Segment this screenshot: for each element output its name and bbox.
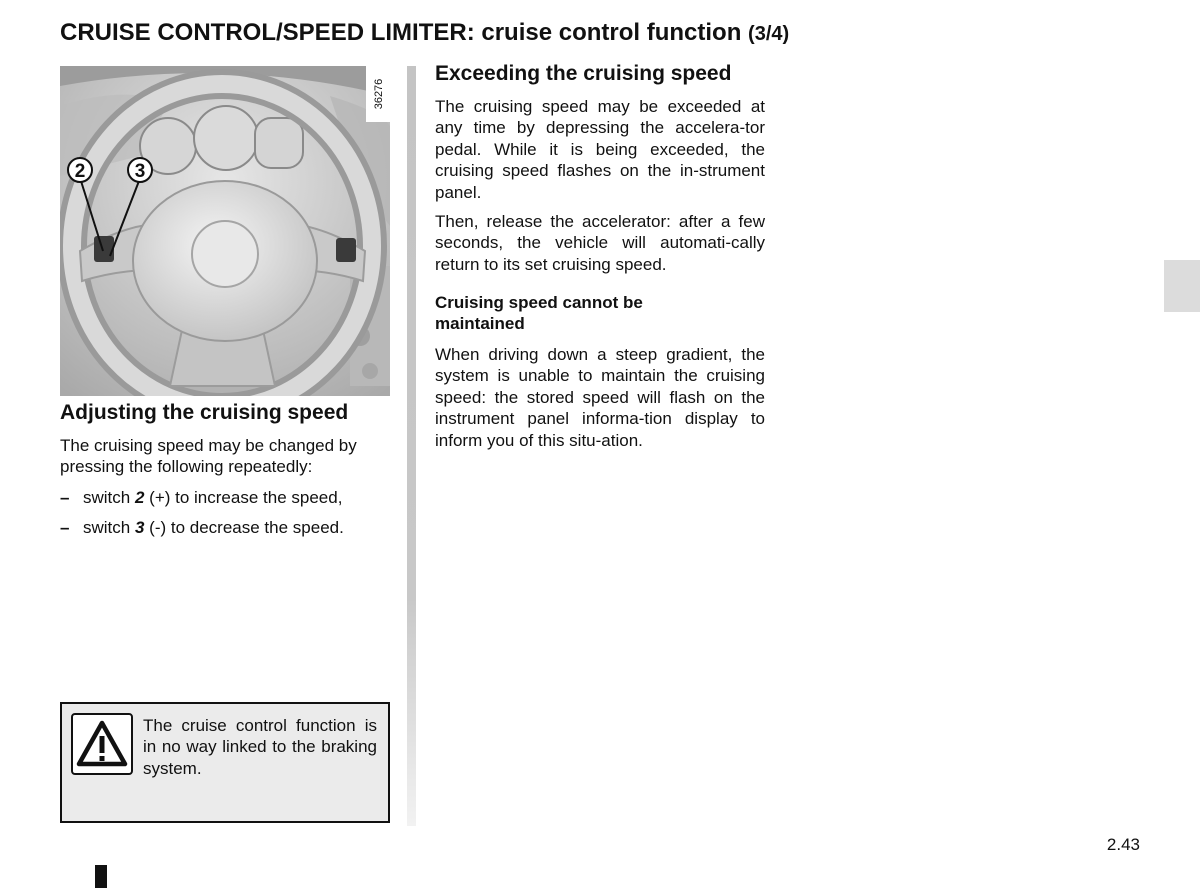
page-title — [60, 19, 789, 47]
warning-triangle-icon — [71, 713, 133, 775]
corner-marker — [95, 865, 107, 888]
bullet-text-pre: switch — [83, 518, 135, 537]
page-number: 2.43 — [1106, 835, 1140, 854]
adjusting-intro: The cruising speed may be changed by pressing the following repeatedly: — [60, 436, 357, 477]
warning-text: The cruise control function is in no way linked to the braking system. — [143, 716, 377, 778]
bullet-decrease — [60, 517, 344, 538]
steep-gradient-paragraph: When driving down a steep gradient, the system is unable to maintain the cruising speed: the stored speed will flash on the instrument panel informa-tion display to inform you of this situ-ation. — [435, 345, 765, 450]
bullet-dash: – — [60, 488, 70, 507]
callout-2-label: 2 — [74, 161, 86, 182]
bullet-dash: – — [60, 518, 70, 537]
page-title-text: CRUISE CONTROL/SPEED LIMITER: cruise control function — [60, 19, 742, 46]
exceeding-paragraph: The cruising speed may be exceeded at any time by depressing the accelera-tor pedal. While it is being exceeded, the cruising speed flashes on the in-strument panel. — [435, 97, 765, 202]
warning-box — [60, 702, 390, 823]
section-tab-marker — [1164, 260, 1200, 312]
switch-number: 3 — [134, 518, 145, 537]
callout-2 — [68, 158, 92, 182]
cannot-maintain-heading: Cruising speed cannot be maintained — [435, 293, 643, 334]
exceeding-heading: Exceeding the cruising speed — [435, 62, 732, 85]
bullet-text-post: (-) to decrease the speed. — [144, 518, 344, 537]
bullet-text-pre: switch — [83, 488, 135, 507]
callout-3 — [128, 158, 152, 182]
bullet-text-post: (+) to increase the speed, — [144, 488, 343, 507]
figure-reference-number: 36276 — [373, 78, 385, 110]
release-paragraph: Then, release the accelerator: after a few seconds, the vehicle will automati-cally return to its set cruising speed. — [435, 212, 765, 274]
steering-wheel-illustration — [60, 66, 390, 396]
callout-3-label: 3 — [134, 161, 146, 182]
switch-number: 2 — [134, 488, 145, 507]
column-divider — [407, 66, 416, 826]
adjusting-heading: Adjusting the cruising speed — [60, 401, 349, 424]
steering-wheel-figure — [60, 66, 390, 396]
page-title-suffix: (3/4) — [748, 23, 790, 45]
bullet-increase — [60, 487, 342, 508]
